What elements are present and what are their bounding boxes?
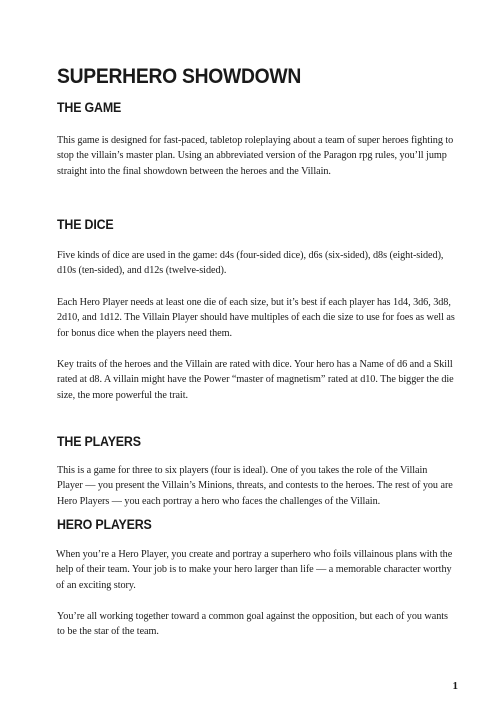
section-heading-the-game: THE GAME <box>57 100 122 115</box>
paragraph-hero-players-goal: You’re all working together toward a common goal against the opposition, but each of you wants to be the star of the team. <box>57 611 448 638</box>
page-number: 1 <box>452 680 458 692</box>
section-heading-hero-players: HERO PLAYERS <box>57 517 152 532</box>
page-title: SUPERHERO SHOWDOWN <box>57 65 302 88</box>
section-heading-the-dice: THE DICE <box>57 217 114 232</box>
paragraph-dice-traits: Key traits of the heroes and the Villain are rated with dice. Your hero has a Name of d6 and a Skill rated at d8. A villain might have the Power “master of magnetism” rated at d10. The bigger the die size, the more powerful the trait. <box>57 359 454 401</box>
paragraph-game-intro: This game is designed for fast-paced, tabletop roleplaying about a team of super heroes fighting to stop the villain’s master plan. Using an abbreviated version of the Paragon rpg rules, you’ll jump straight into the final showdown between the heroes and the Villain. <box>57 135 454 177</box>
paragraph-players: This is a game for three to six players (four is ideal). One of you takes the role of the Villain Player — you present the Villain’s Minions, threats, and contests to the heroes. The rest of you are Hero Players — you each portray a hero who faces the challenges of the Villain. <box>57 465 453 507</box>
section-heading-the-players: THE PLAYERS <box>57 434 141 449</box>
paragraph-dice-needed: Each Hero Player needs at least one die of each size, but it’s best if each player has 1d4, 3d6, 3d8, 2d10, and 1d12. The Villain Player should have multiples of each die size to use for foes as well as for bonus dice when the players need them. <box>57 297 455 339</box>
paragraph-dice-kinds: Five kinds of dice are used in the game: d4s (four-sided dice), d6s (six-sided), d8s (eight-sided), d10s (ten-sided), and d12s (twelve-sided). <box>57 250 444 277</box>
paragraph-hero-players-role: When you’re a Hero Player, you create and portray a superhero who foils villainous plans with the help of their team. Your job is to make your hero larger than life — a memorable character worthy of an exciting story. <box>56 549 453 591</box>
